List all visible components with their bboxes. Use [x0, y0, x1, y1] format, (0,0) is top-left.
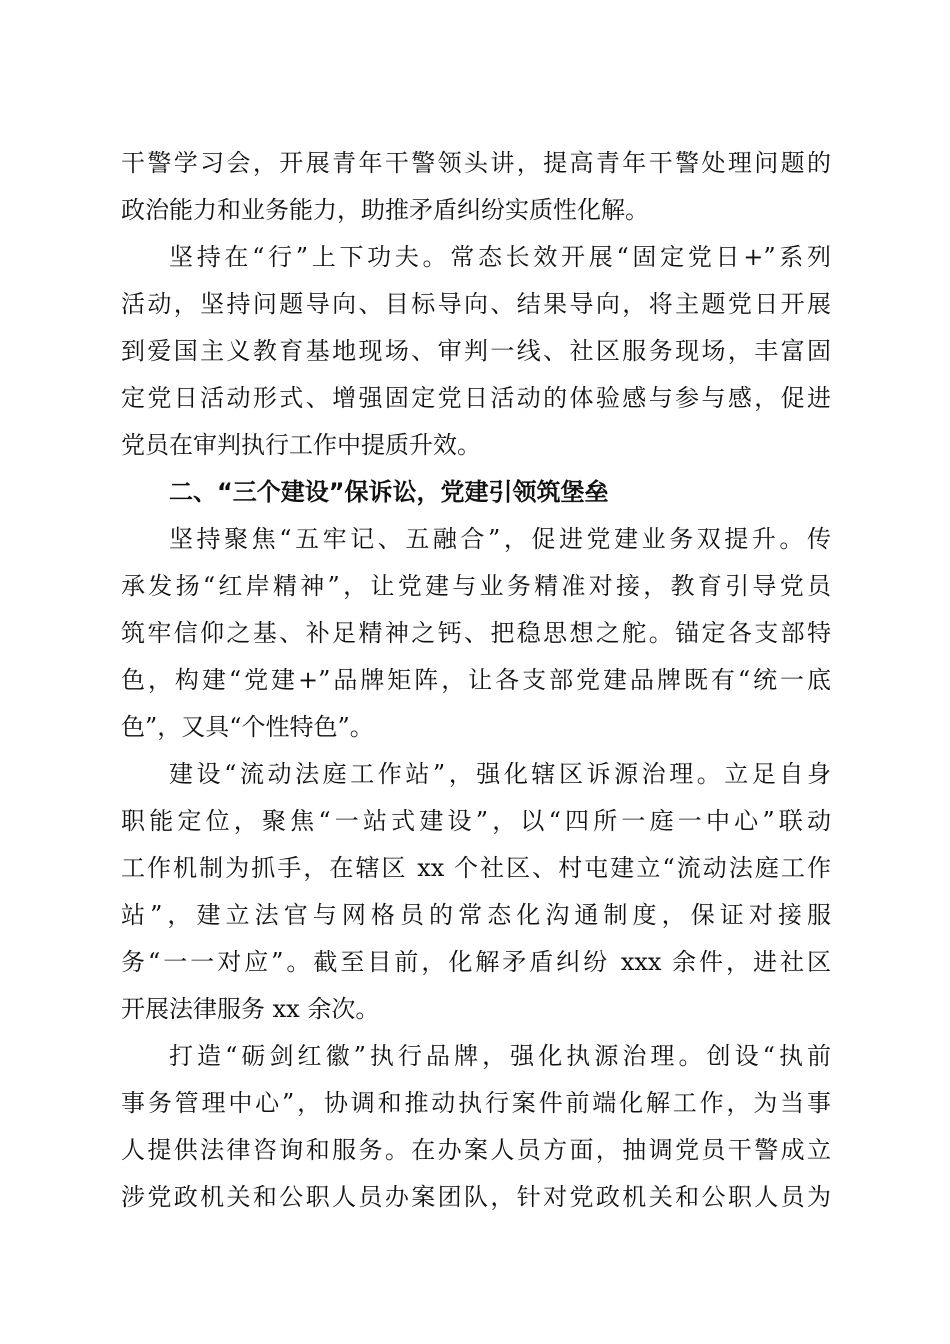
section-heading: 二、“三个建设”保诉讼，党建引领筑堡垒	[169, 478, 609, 506]
text-line: 事务管理中心”，协调和推动执行案件前端化解工作，为当事	[121, 1089, 831, 1117]
text-line: 建设“流动法庭工作站”，强化辖区诉源治理。立足自身	[169, 760, 831, 788]
text-line: 色”，又具“个性特色”。	[121, 713, 374, 741]
text-line: 定党日活动形式、增强固定党日活动的体验感与参与感，促进	[121, 384, 831, 412]
text-line: 干警学习会，开展青年干警领头讲，提高青年干警处理问题的	[121, 149, 831, 177]
text-line: 涉党政机关和公职人员办案团队，针对党政机关和公职人员为	[121, 1183, 831, 1211]
document-page	[121, 140, 831, 1221]
text-line: 工作机制为抓手，在辖区 xx 个社区、村屯建立“流动法庭工作	[121, 854, 831, 882]
text-line: 开展法律服务 xx 余次。	[121, 995, 380, 1023]
text-line: 打造“砺剑红徽”执行品牌，强化执源治理。创设“执前	[169, 1042, 831, 1070]
text-line: 职能定位，聚焦“一站式建设”，以“四所一庭一中心”联动	[121, 807, 831, 835]
text-line: 坚持在“行”上下功夫。常态长效开展“固定党日+”系列	[169, 243, 831, 271]
text-line: 活动，坚持问题导向、目标导向、结果导向，将主题党日开展	[121, 290, 831, 318]
text-line: 筑牢信仰之基、补足精神之钙、把稳思想之舵。锚定各支部特	[121, 619, 831, 647]
text-line: 人提供法律咨询和服务。在办案人员方面，抽调党员干警成立	[121, 1136, 831, 1164]
text-line: 色，构建“党建+”品牌矩阵，让各支部党建品牌既有“统一底	[121, 666, 831, 694]
text-line: 务“一一对应”。截至目前，化解矛盾纠纷 xxx 余件，进社区	[121, 948, 831, 976]
text-line: 党员在审判执行工作中提质升效。	[121, 431, 481, 459]
text-line: 到爱国主义教育基地现场、审判一线、社区服务现场，丰富固	[121, 337, 831, 365]
text-line: 承发扬“红岸精神”，让党建与业务精准对接，教育引导党员	[121, 572, 831, 600]
text-line: 站”，建立法官与网格员的常态化沟通制度，保证对接服	[121, 901, 831, 929]
text-line: 政治能力和业务能力，助推矛盾纠纷实质性化解。	[121, 196, 649, 224]
text-line: 坚持聚焦“五牢记、五融合”，促进党建业务双提升。传	[169, 525, 831, 553]
